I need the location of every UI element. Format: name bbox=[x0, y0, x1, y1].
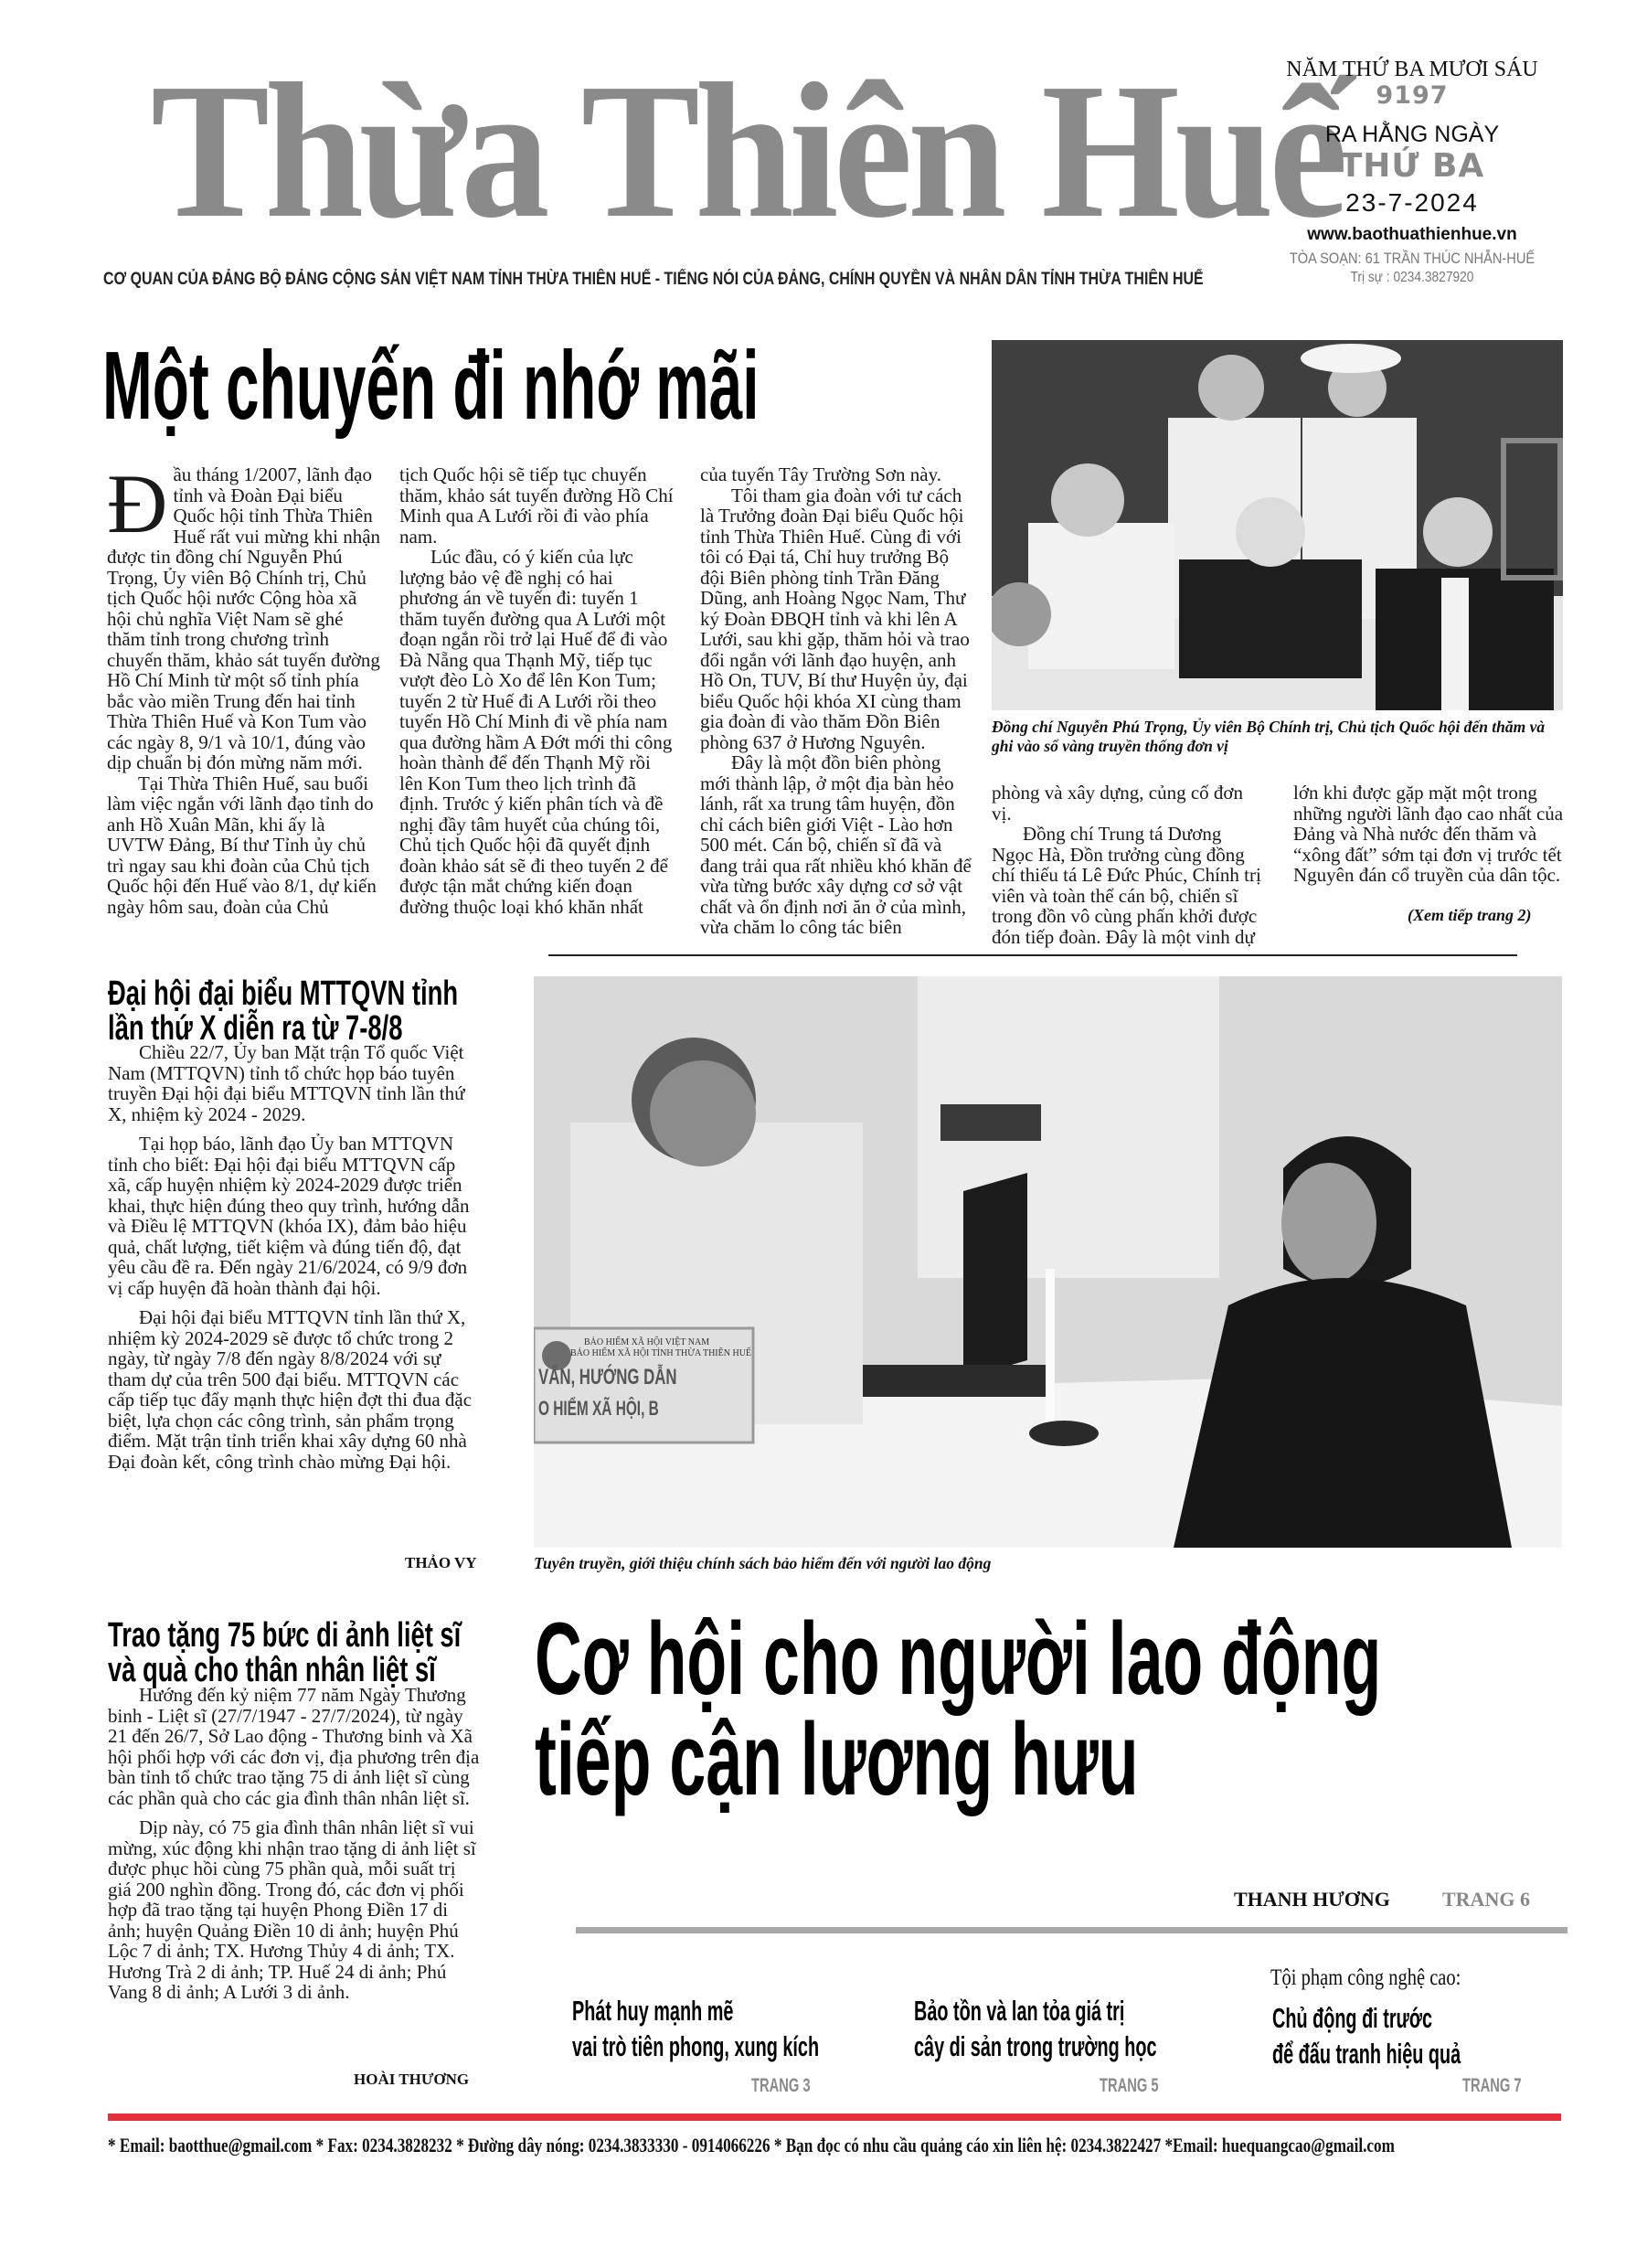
lead-photo[interactable] bbox=[992, 340, 1563, 710]
lead-paragraph: Tôi tham gia đoàn với tư cách là Trưởng đoàn Đại biểu Quốc hội tỉnh Thừa Thiên Huế. Cùng đi với tôi có Đại tá, Chỉ huy trưởng Bộ đội Biên phòng tỉnh Trần Đăng Dũng, anh Hoàng Ngọc Nam, Thư ký Đoàn ĐBQH tỉnh và khi lên A Lưới, sau khi gặp, thăm hỏi và trao đổi ngắn với lãnh đạo huyện, anh Hồ On, TUV, Bí thư Huyện ủy, đại biểu Quốc hội khóa XI cùng tham gia đoàn đi vào thăm Đồn Biên phòng 637 ở Hương Nguyên. bbox=[700, 484, 970, 753]
sign-text: VẤN, HƯỚNG DẪN bbox=[538, 1365, 677, 1390]
grey-divider bbox=[576, 1927, 1567, 1933]
lead-column-1 bbox=[107, 457, 381, 918]
teaser-line: Bảo tồn và lan tỏa giá trị bbox=[914, 1995, 1125, 2027]
dropcap: Đ bbox=[107, 457, 168, 550]
section-divider bbox=[548, 954, 1517, 956]
headline-line: Đại hội đại biểu MTTQVN tỉnh bbox=[108, 974, 459, 1013]
lead-paragraph: Đồng chí Trung tá Dương Ngọc Hà, Đồn trưởng cùng đồng chí thiếu tá Lê Đức Phúc, Chính trị viên và toàn thể cán bộ, chiến sĩ trong đồn vô cùng phấn khởi được đón tiếp đoàn. Đây là một vinh dự bbox=[992, 823, 1261, 948]
issue-number: 9197 bbox=[1376, 81, 1449, 110]
lead-photo-caption: Đồng chí Nguyễn Phú Trọng, Ủy viên Bộ Chính trị, Chủ tịch Quốc hội đến thăm và ghi vào sổ vàng truyền thống đơn vị bbox=[992, 718, 1546, 755]
lead-paragraph: lớn khi được gặp mặt một trong những người lãnh đạo cao nhất của Đảng và Nhà nước đến thăm và “xông đất” sớm tại đơn vị trước tết Nguyên đán cổ truyền của dân tộc. bbox=[1293, 782, 1564, 886]
admin-phone: Trị sự : 0234.3827920 bbox=[1350, 270, 1474, 285]
lead-paragraph: của tuyến Tây Trường Sơn này. bbox=[700, 463, 941, 485]
headline-line: và quà cho thân nhân liệt sĩ bbox=[108, 1651, 436, 1689]
lead-column-3 bbox=[700, 464, 974, 938]
sign-text: O HIỂM XÃ HỘI, B bbox=[538, 1397, 659, 1420]
teaser-line: để đấu tranh hiệu quả bbox=[1272, 2038, 1461, 2070]
paragraph: Tại họp báo, lãnh đạo Ủy ban MTTQVN tỉnh cho biết: Đại hội đại biểu MTTQVN cấp xã, cấp huyện nhiệm kỳ 2024-2029 được triển khai, thực hiện đúng theo quy trình, hướng dẫn và Điều lệ MTTQVN (khóa IX), đảm bảo hiệu quả, chất lượng, tiết kiệm và đúng tiến độ, đạt yêu cầu đề ra. Đến ngày 21/6/2024, có 9/9 đơn vị cấp huyện đã hoàn thành đại hội. bbox=[108, 1133, 470, 1299]
paragraph: Đại hội đại biểu MTTQVN tỉnh lần thứ X, nhiệm kỳ 2024-2029 sẽ được tổ chức trong 2 ngày, từ ngày 7/8 đến ngày 8/8/2024 với sự tham dự của trên 500 đại biểu. MTTQVN các cấp tiếp tục đẩy mạnh thực hiện đợt thi đua đặc biệt, lựa chọn các công trình, sản phẩm trọng điểm. Mặt trận tỉnh triển khai xây dựng 60 nhà Đại đoàn kết, công trình chào mừng Đại hội. bbox=[108, 1306, 473, 1473]
weekday: THỨ BA bbox=[1339, 147, 1485, 185]
feature-byline: THANH HƯƠNG bbox=[1234, 1888, 1390, 1911]
teaser-line: vai trò tiên phong, xung kích bbox=[572, 2030, 820, 2062]
teaser-3-kicker: Tội phạm công nghệ cao: bbox=[1270, 1965, 1461, 1990]
lead-paragraph: phòng và xây dựng, củng cố đơn vị. bbox=[992, 782, 1244, 825]
teaser-3-page[interactable]: TRANG 7 bbox=[1462, 2075, 1522, 2096]
martyrs-headline[interactable] bbox=[108, 1618, 461, 1688]
issue-info bbox=[1266, 57, 1558, 287]
lead-paragraph: tịch Quốc hội sẽ tiếp tục chuyến thăm, khảo sát tuyến đường Hồ Chí Minh qua A Lưới rồi đi vào phía nam. bbox=[399, 463, 674, 548]
feature-photo-caption: Tuyên truyền, giới thiệu chính sách bảo hiểm đến với người lao động bbox=[534, 1554, 992, 1572]
lead-column-5 bbox=[1293, 783, 1567, 886]
headline-line: lần thứ X diễn ra từ 7-8/8 bbox=[108, 1009, 403, 1048]
lead-headline[interactable]: Một chuyến đi nhớ mãi bbox=[102, 332, 760, 440]
issue-date: 23-7-2024 bbox=[1345, 188, 1479, 217]
feature-photo[interactable] bbox=[534, 976, 1562, 1548]
publication-year: NĂM THỨ BA MƯƠI SÁU bbox=[1286, 58, 1538, 81]
mttq-headline[interactable] bbox=[108, 976, 458, 1046]
sign-text: BẢO HIỂM XÃ HỘI TỈNH THỪA THIÊN HUẾ bbox=[570, 1348, 752, 1358]
headline-line: Cơ hội cho người lao động bbox=[535, 1602, 1382, 1716]
lead-column-2 bbox=[399, 464, 674, 917]
mttq-byline: THẢO VY bbox=[405, 1554, 477, 1571]
lead-paragraph: Lúc đầu, có ý kiến của lực lượng bảo vệ đề nghị có hai phương án về tuyến đi: tuyến 1 thăm tuyến đường qua A Lưới một đoạn ngắn rồi trở lại Huế để đi vào Đà Nẵng qua Thạnh Mỹ, tiếp tục vượt đèo Lò Xo để lên Kon Tum; tuyến 2 từ Huế đi A Lưới rồi theo tuyến Hồ Chí Minh đi về phía nam qua đường hầm A Đớt mới thi công hoàn thành để đến Thạnh Mỹ rồi lên Kon Tum theo lịch trình đã định. Trước ý kiến phân tích và đề nghị đầy tâm huyết của chúng tôi, Chủ tịch Quốc hội đã quyết định đoàn khảo sát sẽ đi theo tuyến 2 để được tận mắt chứng kiến đoạn đường thuộc loại khó khăn nhất bbox=[399, 546, 673, 918]
lead-photo-illustration bbox=[992, 340, 1563, 710]
lead-paragraph: Đây là một đồn biên phòng mới thành lập, ở một địa bàn hẻo lánh, rất xa trung tâm huyện, đồn chỉ cách biên giới Việt - Lào hơn 500 mét. Cán bộ, chiến sĩ đã và đang trải qua rất nhiều khó khăn để vừa từng bước xây dựng cơ sở vật chất và ổn định nơi ăn ở của mình, vừa chăm lo công tác biên bbox=[700, 751, 972, 938]
headline-line: tiếp cận lương hưu bbox=[535, 1702, 1139, 1816]
footer-contact: * Email: baotthue@gmail.com * Fax: 0234.3828232 * Đường dây nóng: 0234.3833330 - 0914066226 * Bạn đọc có nhu cầu quảng cáo xin liên hệ: 0234.3822427 *Email: huequangcao@gmail.com bbox=[108, 2134, 1395, 2156]
teaser-1[interactable] bbox=[572, 1993, 819, 2064]
feature-page-ref[interactable]: TRANG 6 bbox=[1442, 1888, 1530, 1911]
feature-headline[interactable] bbox=[535, 1602, 1382, 1816]
lead-paragraph: Tại Thừa Thiên Huế, sau buổi làm việc ngắn với lãnh đạo tỉnh do anh Hồ Xuân Mãn, khi ấy là UVTW Đảng, Bí thư Tỉnh ủy chủ trì ngay sau khi đoàn của Chủ tịch Quốc hội đến Huế vào 8/1, dự kiến ngày hôm sau, đoàn của Chủ bbox=[107, 772, 377, 918]
lead-paragraph: ầu tháng 1/2007, lãnh đạo tỉnh và Đoàn Đại biểu Quốc hội tỉnh Thừa Thiên Huế rất vui mừng khi nhận được tin đồng chí Nguyễn Phú Trọng, Ủy viên Bộ Chính trị, Chủ tịch Quốc hội nước Cộng hòa xã hội chủ nghĩa Việt Nam sẽ ghé thăm tỉnh trong chương trình chuyến thăm, khảo sát tuyến đường Hồ Chí Minh từ một số tỉnh phía bắc vào miền Trung đến hai tỉnh Thừa Thiên Huế và Kon Tum vào các ngày 8, 9/1 và 10/1, đúng vào dịp chuẩn bị đón mừng năm mới. bbox=[107, 463, 381, 773]
teaser-2-page[interactable]: TRANG 5 bbox=[1100, 2075, 1159, 2096]
feature-photo-illustration bbox=[534, 976, 1562, 1548]
sign-text: BẢO HIỂM XÃ HỘI VIỆT NAM bbox=[584, 1337, 710, 1347]
teaser-3[interactable] bbox=[1272, 2000, 1461, 2071]
teaser-2[interactable] bbox=[914, 1993, 1156, 2064]
mttq-body bbox=[108, 1042, 483, 1472]
lead-column-4 bbox=[992, 783, 1266, 947]
teaser-line: Chủ động đi trước bbox=[1272, 2002, 1433, 2034]
website-link[interactable]: www.baothuathienhue.vn bbox=[1307, 225, 1517, 244]
masthead-title: Thừa Thiên Huế bbox=[151, 43, 1344, 258]
headline-line: Trao tặng 75 bức di ảnh liệt sĩ bbox=[108, 1616, 462, 1655]
teaser-1-page[interactable]: TRANG 3 bbox=[751, 2075, 811, 2096]
editorial-address: TÒA SOẠN: 61 TRẦN THÚC NHẪN-HUẾ bbox=[1289, 250, 1535, 267]
paragraph: Dịp này, có 75 gia đình thân nhân liệt sĩ vui mừng, xúc động khi nhận trao tặng di ảnh liệt sĩ được phục hồi cùng 75 phần quà, mỗi suất trị giá 200 nghìn đồng. Trong đó, các đơn vị phối hợp đã trao tặng tại huyện Phong Điền 17 di ảnh; huyện Quảng Điền 10 di ảnh; huyện Phú Lộc 7 di ảnh; TX. Hương Thủy 4 di ảnh; TX. Hương Trà 2 di ảnh; TP. Huế 24 di ảnh; Phú Vang 8 di ảnh; A Lưới 3 di ảnh. bbox=[108, 1816, 476, 2003]
martyrs-byline: HOÀI THƯƠNG bbox=[354, 2071, 470, 2088]
paragraph: Chiều 22/7, Ủy ban Mặt trận Tổ quốc Việt Nam (MTTQVN) tỉnh tổ chức họp báo tuyên truyền Đại hội đại biểu MTTQVN tỉnh lần thứ X, nhiệm kỳ 2024 - 2029. bbox=[108, 1041, 465, 1125]
continued-link[interactable]: (Xem tiếp trang 2) bbox=[1408, 906, 1532, 924]
paragraph: Hướng đến kỷ niệm 77 năm Ngày Thương binh - Liệt sĩ (27/7/1947 - 27/7/2024), từ ngày 21 đến 26/7, Sở Lao động - Thương binh và Xã hội phối hợp với các đơn vị, địa phương trên địa bàn tỉnh tổ chức trao tặng 75 di ảnh liệt sĩ cùng các phần quà cho các gia đình thân nhân liệt sĩ. bbox=[108, 1684, 480, 1809]
martyrs-body bbox=[108, 1685, 483, 2003]
frequency: RA HẰNG NGÀY bbox=[1324, 122, 1500, 147]
red-footer-rule bbox=[108, 2114, 1561, 2121]
teaser-line: cây di sản trong trường học bbox=[914, 2030, 1157, 2062]
teaser-line: Phát huy mạnh mẽ bbox=[572, 1995, 734, 2027]
masthead-tagline: CƠ QUAN CỦA ĐẢNG BỘ ĐẢNG CỘNG SẢN VIỆT NAM TỈNH THỪA THIÊN HUẾ - TIẾNG NÓI CỦA ĐẢNG, CHÍNH QUYỀN VÀ NHÂN DÂN TỈNH THỪA THIÊN HUẾ bbox=[103, 270, 1204, 289]
